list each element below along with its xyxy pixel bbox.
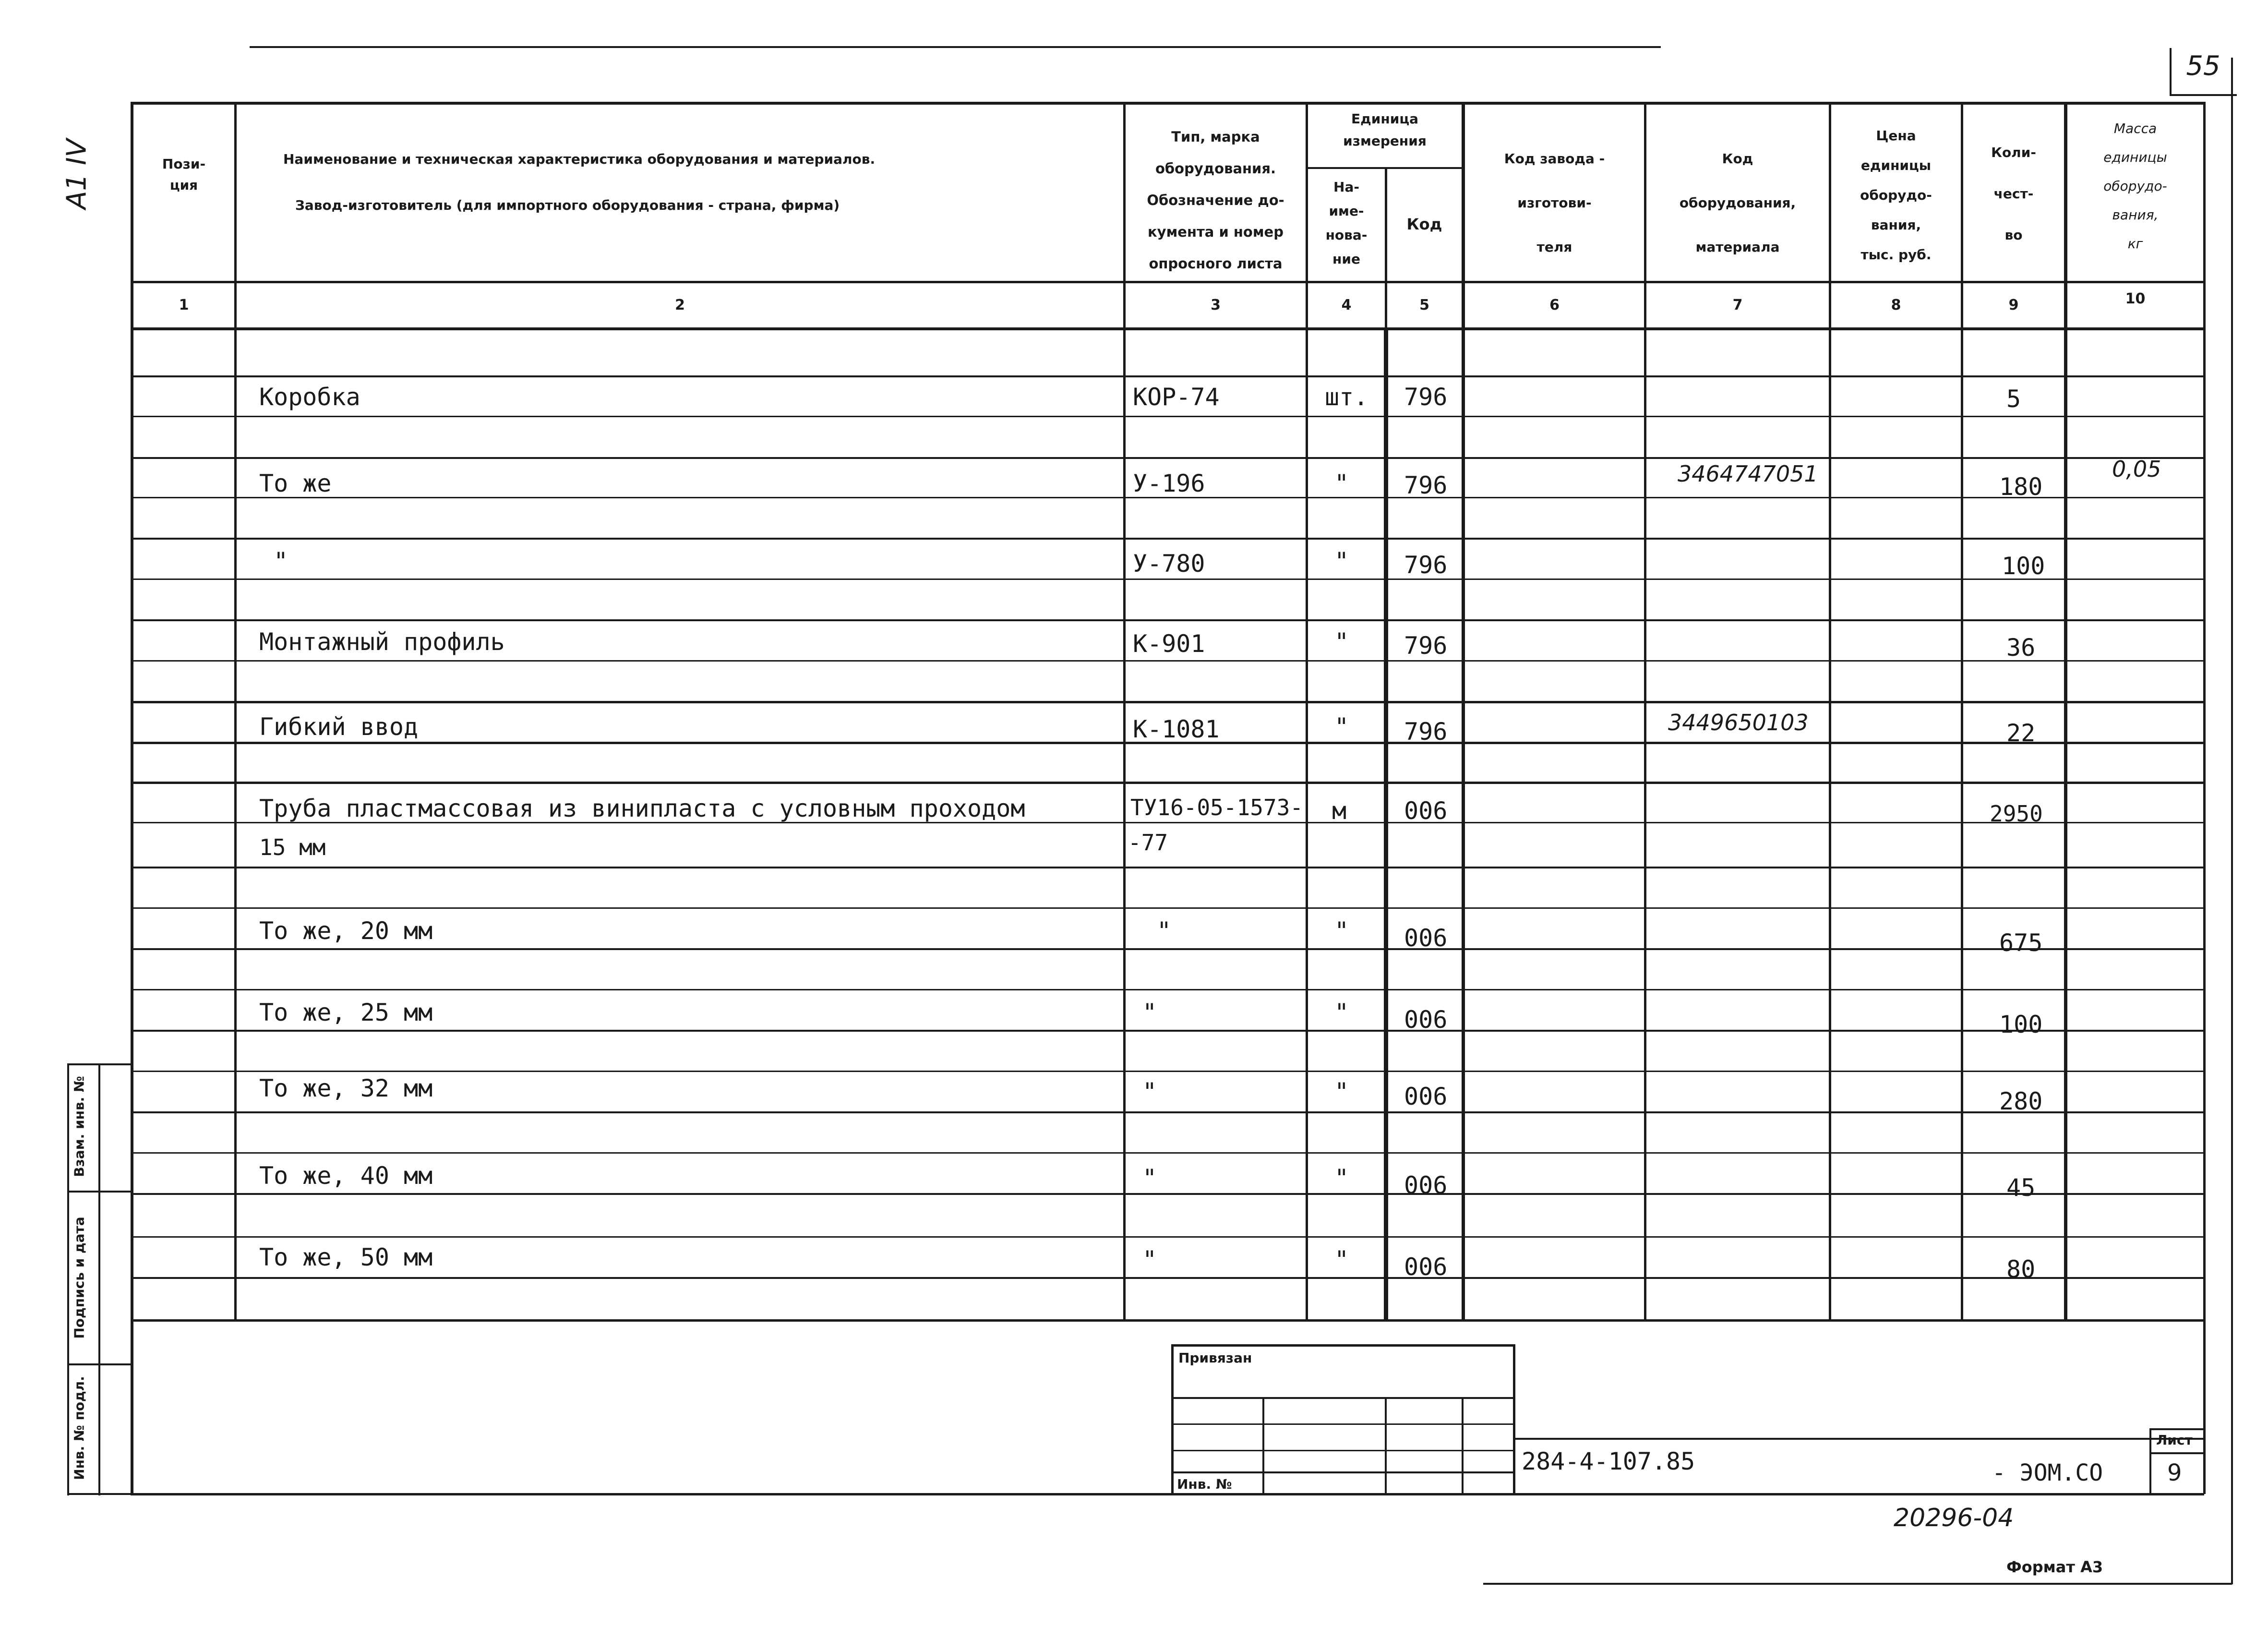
doc-suffix: - ЭОМ.СО <box>1992 1459 2103 1486</box>
format-label: Формат A3 <box>2006 1558 2103 1576</box>
header-equip-code: Код оборудования, материала <box>1679 151 1796 255</box>
row-line <box>131 1030 2204 1032</box>
row-8-name: То же, 25 мм <box>259 999 433 1026</box>
header-bottom <box>131 281 2204 283</box>
colnum-8: 8 <box>1891 297 1901 313</box>
row-5-qty: 22 <box>2006 719 2036 747</box>
row-11-qty: 80 <box>2006 1255 2036 1283</box>
col-line-2 <box>1123 102 1126 1321</box>
row-line <box>131 1152 2204 1154</box>
row-1-unit: шт. <box>1325 383 1368 411</box>
table-right <box>2203 102 2206 1494</box>
page-number: 55 <box>2186 50 2220 82</box>
row-4-name: Монтажный профиль <box>259 628 505 656</box>
row-3-qty: 100 <box>2002 552 2045 580</box>
row-4-code: 796 <box>1404 632 1448 660</box>
row-7-type: " <box>1157 917 1172 945</box>
header-price: Цена единицы оборудо- вания, тыс. руб. <box>1860 128 1932 263</box>
row-3-code: 796 <box>1404 551 1448 579</box>
row-1-code: 796 <box>1404 383 1448 411</box>
header-unit-name: На- име- нова- ние <box>1325 179 1368 267</box>
row-2-mass: 0,05 <box>2112 456 2161 482</box>
row-2-equip-code: 3464747051 <box>1678 461 1818 487</box>
colnum-3: 3 <box>1211 297 1221 313</box>
row-line <box>131 782 2204 784</box>
row-11-name: То же, 50 мм <box>259 1243 433 1271</box>
row-4-type: К-901 <box>1133 630 1205 658</box>
row-line <box>131 538 2204 540</box>
col-line-7 <box>1829 102 1831 1321</box>
row-6-code: 006 <box>1404 797 1448 825</box>
row-line <box>131 578 2204 580</box>
row-5-name: Гибкий ввод <box>259 713 419 741</box>
header-unit-code: Код <box>1406 215 1442 233</box>
bound-block-top <box>1171 1344 1514 1347</box>
colnum-7: 7 <box>1732 297 1743 313</box>
bottom-rule <box>1483 1583 2232 1585</box>
row-line <box>131 1236 2204 1238</box>
row-3-unit: " <box>1334 547 1349 575</box>
row-3-name: " <box>274 547 288 575</box>
header-name-line2: Завод-изготовитель (для импортного оборудования - страна, фирма) <box>295 197 840 213</box>
unit-header-split <box>1306 167 1464 169</box>
header-position: Пози- ция <box>162 156 206 193</box>
row-11-code: 006 <box>1404 1253 1448 1281</box>
side-stamp-inv-original: Инв. № подл. <box>71 1376 87 1480</box>
row-6-unit: м <box>1332 797 1347 825</box>
row-11-type: " <box>1142 1246 1157 1274</box>
col-line-5 <box>1462 102 1465 1321</box>
row-line <box>131 1277 2204 1279</box>
col-line-6 <box>1644 102 1646 1321</box>
side-stamp-left <box>67 1063 69 1495</box>
row-4-unit: " <box>1334 628 1349 656</box>
row-8-code: 006 <box>1404 1006 1448 1034</box>
sheet-box-top <box>2149 1428 2204 1430</box>
col-line-3 <box>1306 102 1308 1321</box>
sheet-label: Лист <box>2156 1432 2193 1448</box>
bound-block-col1 <box>1262 1397 1264 1493</box>
row-line <box>131 416 2204 417</box>
colnum-bottom <box>131 327 2204 330</box>
side-stamp-replaced-inv: Взам. инв. № <box>71 1076 87 1177</box>
header-name-line1: Наименование и техническая характеристика оборудования и материалов. <box>283 151 876 167</box>
page-number-box-bottom <box>2170 94 2237 96</box>
row-line <box>131 457 2204 459</box>
row-10-name: То же, 40 мм <box>259 1162 433 1190</box>
row-line <box>131 701 2204 703</box>
table-bottom <box>131 1493 2204 1495</box>
row-1-type: КОР-74 <box>1133 383 1220 411</box>
row-10-code: 006 <box>1404 1171 1448 1199</box>
table-top <box>131 102 2204 105</box>
row-line <box>131 1111 2204 1113</box>
row-line <box>131 907 2204 909</box>
row-10-unit: " <box>1334 1164 1349 1192</box>
header-type: Тип, марка оборудования. Обозначение до- кумента и номер опросного листа <box>1147 129 1284 272</box>
row-line <box>131 1071 2204 1072</box>
top-rule <box>250 46 1661 48</box>
row-10-qty: 45 <box>2006 1174 2036 1202</box>
row-line <box>131 867 2204 868</box>
row-8-qty: 100 <box>1999 1011 2043 1038</box>
header-mass: Масса единицы оборудо- вания, кг <box>2103 121 2167 252</box>
header-unit: Единица измерения <box>1343 111 1427 149</box>
colnum-1: 1 <box>179 297 189 313</box>
colnum-5: 5 <box>1419 297 1429 313</box>
stamp-number: 20296-04 <box>1894 1504 2014 1532</box>
col-line-1 <box>234 102 237 1321</box>
row-1-qty: 5 <box>2006 385 2021 413</box>
row-7-unit: " <box>1334 917 1349 945</box>
sheet-box-left <box>2149 1428 2151 1495</box>
header-maker-code: Код завода - изготови- теля <box>1504 151 1605 255</box>
row-4-qty: 36 <box>2006 634 2036 662</box>
bound-block-col2 <box>1385 1397 1387 1493</box>
bound-label: Привязан <box>1178 1350 1252 1366</box>
row-8-unit: " <box>1334 999 1349 1026</box>
header-qty: Коли- чест- во <box>1991 145 2036 243</box>
side-stamp-top <box>67 1063 132 1065</box>
row-2-name: То же <box>259 470 332 497</box>
row-5-code: 796 <box>1404 718 1448 746</box>
row-5-type: К-1081 <box>1133 715 1220 743</box>
row-2-code: 796 <box>1404 471 1448 499</box>
colnum-10: 10 <box>2125 290 2146 307</box>
row-2-unit: " <box>1334 470 1349 497</box>
row-11-unit: " <box>1334 1246 1349 1274</box>
colnum-2: 2 <box>675 297 685 313</box>
row-9-name: То же, 32 мм <box>259 1074 433 1102</box>
row-6-name: Труба пластмассовая из винипласта с условным проходом <box>259 795 1025 822</box>
row-9-type: " <box>1142 1078 1157 1106</box>
row-10-type: " <box>1142 1164 1157 1192</box>
colnum-9: 9 <box>2008 297 2019 313</box>
sheet-box-mid <box>2149 1452 2204 1454</box>
row-line <box>131 989 2204 990</box>
side-stamp-signature-date: Подпись и дата <box>71 1217 87 1339</box>
side-mark: A1 IV <box>61 139 93 209</box>
data-bottom <box>131 1319 2204 1322</box>
row-line <box>131 1193 2204 1195</box>
side-stamp-div1 <box>67 1191 132 1193</box>
bound-block-col3 <box>1462 1397 1464 1493</box>
row-line <box>131 619 2204 621</box>
row-3-type: У-780 <box>1133 550 1205 578</box>
code-block-top <box>1514 1438 2204 1440</box>
inv-label: Инв. № <box>1177 1476 1232 1492</box>
row-5-unit: " <box>1334 713 1349 741</box>
col-line-8 <box>1961 102 1963 1321</box>
doc-code: 284-4-107.85 <box>1522 1447 1695 1475</box>
page-number-box-left <box>2170 48 2172 96</box>
row-7-code: 006 <box>1404 924 1448 952</box>
row-7-qty: 675 <box>1999 929 2043 957</box>
row-9-unit: " <box>1334 1078 1349 1106</box>
row-2-qty: 180 <box>1999 473 2043 501</box>
colnum-6: 6 <box>1549 297 1560 313</box>
row-line <box>131 660 2204 662</box>
row-6-type-cont: -77 <box>1128 830 1168 856</box>
row-6-name-cont: 15 мм <box>259 834 326 860</box>
row-8-type: " <box>1142 999 1157 1026</box>
row-line <box>131 948 2204 950</box>
row-9-code: 006 <box>1404 1083 1448 1110</box>
sheet-no: 9 <box>2167 1459 2182 1486</box>
row-7-name: То же, 20 мм <box>259 917 433 945</box>
frame-right-edge <box>2231 58 2233 1584</box>
col-line-4-thick <box>1384 330 1388 1321</box>
row-2-type: У-196 <box>1133 470 1205 497</box>
side-stamp-mid <box>98 1063 100 1495</box>
row-line <box>131 375 2204 377</box>
row-5-equip-code: 3449650103 <box>1668 710 1809 735</box>
side-stamp-bottom <box>67 1493 132 1495</box>
colnum-4: 4 <box>1341 297 1352 313</box>
col-line-9 <box>2064 102 2067 1321</box>
row-1-name: Коробка <box>259 383 360 411</box>
row-9-qty: 280 <box>1999 1087 2043 1115</box>
row-6-qty: 2950 <box>1990 801 2043 827</box>
row-6-type: ТУ16-05-1573- <box>1130 795 1304 820</box>
